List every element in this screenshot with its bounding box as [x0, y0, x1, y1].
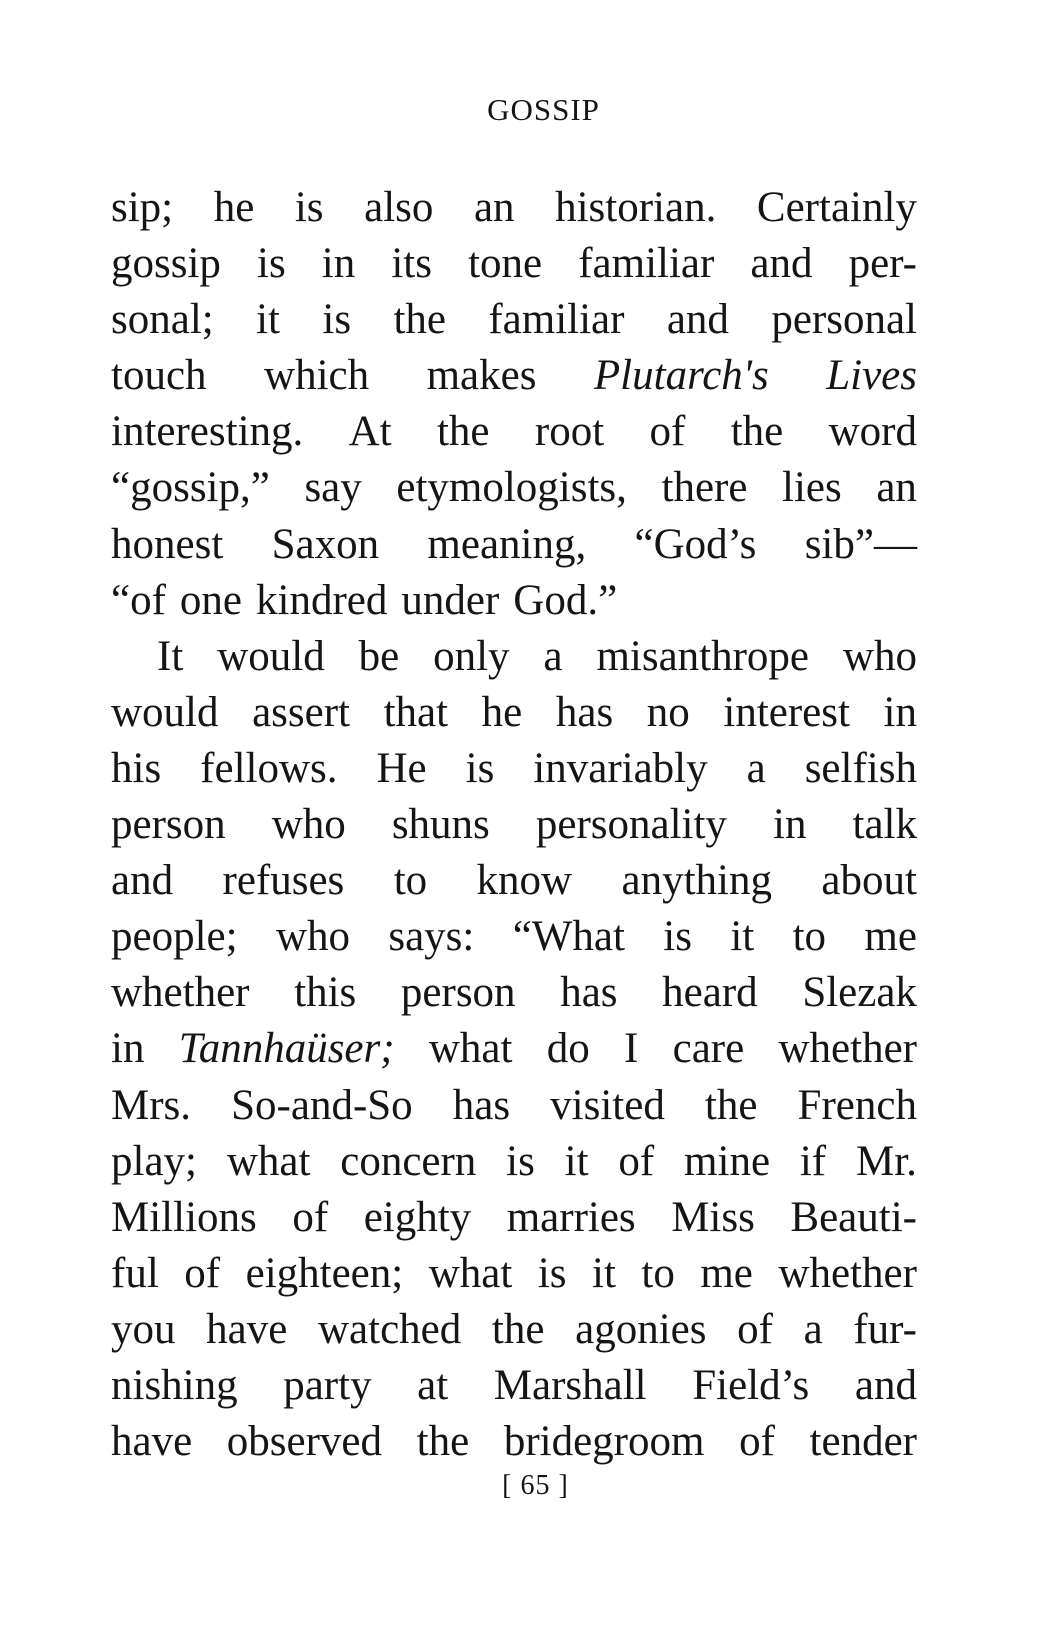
word: who	[842, 632, 917, 680]
word: shuns	[391, 801, 490, 849]
word: interest	[723, 688, 850, 736]
word: of	[649, 408, 686, 456]
word: to	[792, 913, 827, 961]
word: eighteen;	[245, 1249, 404, 1297]
page-number: [ 65 ]	[502, 1470, 569, 1501]
word: So-and-So	[231, 1081, 413, 1129]
word: interesting.	[111, 408, 304, 456]
word: gossip	[111, 240, 221, 288]
word: invariably	[533, 744, 708, 792]
word: has	[555, 688, 614, 736]
word: who	[271, 801, 346, 849]
word: in	[773, 801, 807, 849]
word: what	[428, 1025, 513, 1073]
word: Field’s	[692, 1361, 810, 1409]
word: if	[799, 1137, 827, 1185]
word: is	[663, 913, 692, 961]
word: me	[864, 913, 917, 961]
text-line	[111, 180, 917, 236]
word: It	[157, 632, 184, 680]
word: Saxon	[271, 520, 380, 568]
word: party	[283, 1361, 372, 1409]
word: which	[264, 352, 370, 400]
word: it	[256, 296, 280, 344]
word: there	[661, 464, 748, 512]
word: visited	[550, 1081, 665, 1129]
body-text	[111, 180, 917, 1470]
word: play;	[111, 1137, 197, 1185]
word: Certainly	[756, 184, 917, 231]
word: have	[111, 1418, 193, 1466]
word: is	[257, 240, 286, 288]
word: be	[358, 632, 400, 680]
word: you	[111, 1305, 176, 1353]
word: people;	[111, 913, 238, 961]
word: eighty	[363, 1193, 472, 1241]
word: would	[111, 688, 219, 736]
word: care	[672, 1025, 745, 1073]
word: would	[217, 632, 325, 680]
word: familiar	[578, 240, 715, 288]
word: Lives	[826, 352, 917, 400]
text-line	[111, 1190, 917, 1246]
word: Plutarch's	[593, 352, 769, 400]
word: a	[746, 744, 766, 792]
word: that	[383, 688, 449, 736]
word: God.”	[513, 576, 618, 624]
word: the	[730, 408, 784, 456]
word: what	[428, 1249, 513, 1297]
word: personal	[771, 296, 917, 344]
text-line	[111, 573, 917, 629]
text-line	[111, 292, 917, 348]
word: of	[737, 1305, 773, 1353]
text-line	[111, 236, 917, 292]
word: he	[481, 688, 523, 736]
word: “of	[111, 576, 166, 624]
word: Mrs.	[111, 1081, 192, 1129]
word: Mr.	[855, 1137, 917, 1185]
word: root	[534, 408, 605, 456]
word: I	[624, 1025, 639, 1073]
word: the	[491, 1305, 545, 1353]
text-line	[111, 1021, 917, 1077]
word: who	[275, 913, 350, 961]
word: Miss	[671, 1193, 755, 1241]
word: anything	[621, 857, 772, 905]
word: bridegroom	[503, 1418, 705, 1466]
word: ful	[111, 1249, 159, 1297]
word: is	[506, 1137, 535, 1185]
word: about	[821, 857, 917, 905]
text-line	[111, 1414, 917, 1470]
word: to	[641, 1249, 675, 1297]
word: and	[854, 1361, 917, 1409]
running-head: GOSSIP	[487, 92, 600, 127]
word: refuses	[222, 857, 345, 905]
text-line	[111, 348, 917, 404]
word: marries	[506, 1193, 636, 1241]
word: sip;	[111, 184, 174, 231]
word: and	[666, 296, 729, 344]
word: meaning,	[427, 520, 587, 568]
word: is	[294, 184, 324, 231]
word: He	[376, 744, 427, 792]
word: me	[700, 1249, 753, 1297]
word: an	[876, 464, 917, 512]
word: is	[465, 744, 495, 792]
word: what	[226, 1137, 311, 1185]
text-line	[111, 1358, 917, 1414]
word: the	[416, 1418, 470, 1466]
word: tone	[468, 240, 543, 288]
word: it	[730, 913, 755, 961]
word: it	[592, 1249, 616, 1297]
word: selfish	[804, 744, 917, 792]
word: mine	[684, 1137, 771, 1185]
word: word	[828, 408, 917, 456]
text-line	[111, 741, 917, 797]
word: of	[292, 1193, 329, 1241]
word: misanthrope	[596, 632, 810, 680]
word: to	[393, 857, 428, 905]
word: fur-	[853, 1305, 917, 1353]
word: and	[111, 857, 174, 905]
word: whether	[778, 1249, 917, 1297]
word: in	[111, 1025, 145, 1073]
word: a	[543, 632, 563, 680]
word: of	[739, 1418, 775, 1466]
word: says:	[388, 913, 475, 961]
text-line	[111, 853, 917, 909]
text-line	[111, 517, 917, 573]
word: of	[618, 1137, 655, 1185]
word: makes	[426, 352, 537, 400]
word: per-	[848, 240, 917, 288]
word: also	[364, 184, 434, 231]
word: fellows.	[200, 744, 338, 792]
word: person	[111, 801, 226, 849]
word: French	[797, 1081, 917, 1129]
word: sib”—	[804, 520, 917, 568]
word: “gossip,”	[111, 464, 270, 512]
text-line	[111, 629, 917, 685]
word: agonies	[575, 1305, 707, 1353]
word: nishing	[111, 1361, 238, 1409]
text-line	[111, 1078, 917, 1134]
word: At	[348, 408, 392, 456]
word: it	[564, 1137, 589, 1185]
word: touch	[111, 352, 207, 400]
word: Marshall	[493, 1361, 647, 1409]
text-line	[111, 1134, 917, 1190]
word: no	[646, 688, 690, 736]
word: is	[537, 1249, 567, 1297]
word: under	[401, 576, 500, 624]
word: and	[750, 240, 813, 288]
word: observed	[226, 1418, 383, 1466]
word: whether	[778, 1025, 917, 1073]
word: the	[393, 296, 446, 344]
word: the	[704, 1081, 758, 1129]
text-line	[111, 404, 917, 460]
word: he	[213, 184, 255, 231]
word: one	[179, 576, 242, 624]
word: of	[184, 1249, 221, 1297]
text-line	[111, 965, 917, 1021]
word: Beauti-	[790, 1193, 917, 1241]
word: lies	[782, 464, 842, 512]
text-line	[111, 797, 917, 853]
word: Slezak	[802, 969, 917, 1017]
text-line	[111, 460, 917, 516]
text-line	[111, 1246, 917, 1302]
word: a	[803, 1305, 823, 1353]
word: is	[322, 296, 352, 344]
word: only	[433, 632, 510, 680]
word: the	[436, 408, 490, 456]
word: sonal;	[111, 296, 214, 344]
word: talk	[852, 801, 917, 849]
word: in	[883, 688, 917, 736]
word: know	[476, 857, 573, 905]
word: has	[560, 969, 618, 1017]
word: watched	[317, 1305, 462, 1353]
word: familiar	[488, 296, 625, 344]
word: etymologists,	[396, 464, 627, 512]
word: kindred	[256, 576, 388, 624]
word: assert	[252, 688, 350, 736]
word: has	[452, 1081, 511, 1129]
word: in	[321, 240, 356, 288]
word: historian.	[555, 184, 717, 231]
word: heard	[662, 969, 758, 1017]
word: “God’s	[634, 520, 757, 568]
word: his	[111, 744, 162, 792]
word: “What	[512, 913, 625, 961]
word: honest	[111, 520, 224, 568]
word: say	[304, 464, 362, 512]
word: Tannhaüser;	[178, 1025, 395, 1073]
word: tender	[809, 1418, 917, 1466]
word: concern	[340, 1137, 477, 1185]
word: person	[400, 969, 516, 1017]
text-line	[111, 909, 917, 965]
word: whether	[111, 969, 250, 1017]
text-line	[111, 685, 917, 741]
word: this	[294, 969, 357, 1017]
word: do	[546, 1025, 590, 1073]
word: an	[473, 184, 515, 231]
word: have	[206, 1305, 288, 1353]
word: at	[417, 1361, 449, 1409]
text-line	[111, 1302, 917, 1358]
word: Millions	[111, 1193, 257, 1241]
word: personality	[535, 801, 727, 849]
word: its	[391, 240, 432, 288]
